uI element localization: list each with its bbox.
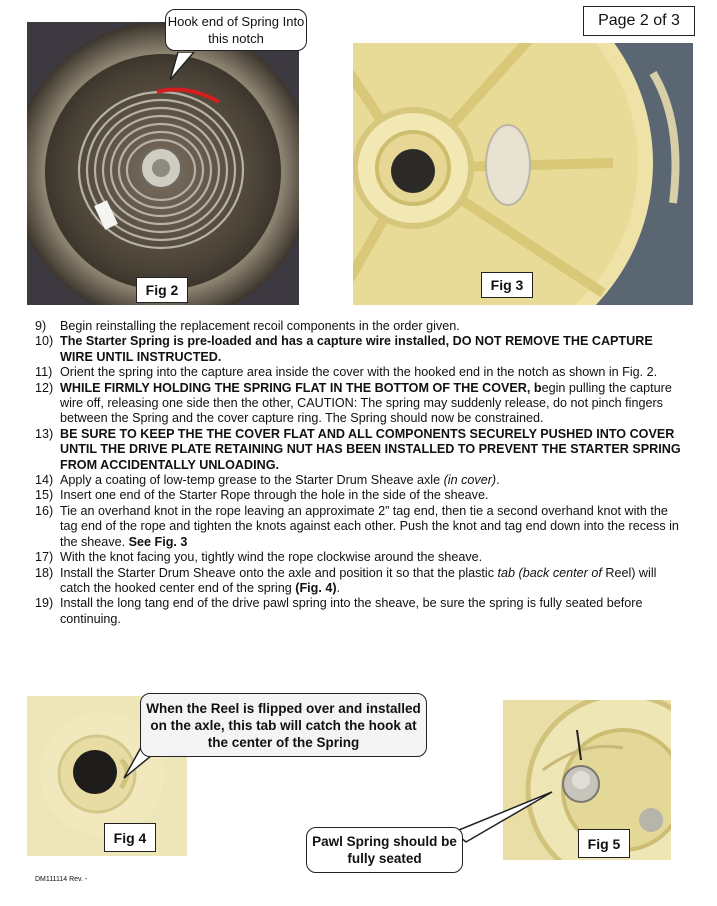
step-text-segment: Tie an overhand knot in the rope leaving an approximate 2” tag end, then tie a second overhand knot with the tag end of the rope and tighten the knots against each other. Push the knot and tag end down into the recess in the sheave.: [60, 503, 679, 549]
step-text: [60, 365, 685, 380]
step-number: 13): [35, 426, 54, 441]
step-number: 15): [35, 488, 54, 503]
step-text-segment: Begin reinstalling the replacement recoil components in the order given.: [60, 319, 460, 333]
step-text: [60, 319, 685, 334]
step-text-segment: With the knot facing you, tightly wind the rope clockwise around the sheave.: [60, 550, 483, 565]
instruction-step: [35, 488, 685, 503]
fig3-image: [353, 43, 693, 305]
instruction-step: [35, 566, 685, 597]
step-text-segment: See Fig. 3: [128, 534, 188, 549]
step-text: [60, 596, 685, 627]
step-number: 12): [35, 380, 54, 395]
fig4-label: Fig 4: [104, 823, 156, 852]
instruction-step: [35, 473, 685, 488]
fig3-photo: [353, 43, 693, 305]
step-text: [60, 473, 685, 488]
step-text-segment: Install the long tang end of the drive pawl spring into the sheave, be sure the spring is fully seated before continuing.: [60, 596, 643, 626]
page-number: Page 2 of 3: [583, 6, 695, 36]
step-text-segment: The Starter Spring is pre-loaded and has a capture wire installed, DO NOT REMOVE THE CAPTURE WIRE UNTIL INSTRUCTED.: [60, 334, 653, 364]
step-number: 18): [35, 565, 54, 580]
fig5-label: Fig 5: [578, 829, 630, 858]
step-text-segment: BE SURE TO KEEP THE THE COVER FLAT AND ALL COMPONENTS SECURELY PUSHED INTO COVER UNTIL THE DRIVE PLATE RETAINING NUT HAS BEEN INSTALLED TO PREVENT THE STARTER SPRING FROM ACCIDENTALLY UNLOADING.: [60, 426, 681, 472]
fig2-callout-pointer: [160, 52, 220, 82]
step-text-segment: Apply a coating of low-temp grease to the Starter Drum Sheave axle: [60, 473, 444, 488]
step-text-segment: Orient the spring into the capture area inside the cover with the hooked end in the notch as shown in Fig. 2.: [60, 365, 658, 380]
fig5-callout-pointer: [448, 790, 558, 850]
step-text-segment: WHILE FIRMLY HOLDING THE SPRING FLAT IN THE BOTTOM OF THE COVER, b: [60, 380, 542, 395]
step-text-segment: egin pulling the capture wire off, releasing one side then the other, CAUTION: The spring may suddenly release, do not pinch fingers between the Spring and the cover capture ring. The Spring should now be constrained.: [60, 380, 672, 426]
step-text-segment: Reel) will catch the hooked center end of the spring: [60, 565, 657, 595]
step-number: 17): [35, 550, 54, 565]
instruction-step: [35, 334, 685, 365]
step-number: 19): [35, 596, 54, 611]
step-number: 10): [35, 334, 54, 349]
instruction-step: [35, 319, 685, 334]
step-text: [60, 427, 685, 473]
fig3-label: Fig 3: [481, 272, 533, 298]
instruction-steps: [35, 319, 685, 627]
step-text: [60, 334, 685, 365]
instruction-step: [35, 381, 685, 427]
fig5-callout: Pawl Spring should be fully seated: [306, 827, 463, 873]
step-number: 9): [35, 319, 47, 333]
instruction-step: [35, 365, 685, 380]
step-text: [60, 488, 685, 503]
step-text: [60, 566, 685, 597]
fig4-callout: When the Reel is flipped over and installed on the axle, this tab will catch the hook at the center of the Spring: [140, 693, 427, 757]
step-text-segment: Install the Starter Drum Sheave onto the axle and position it so that the plastic: [60, 565, 498, 580]
step-text: [60, 381, 685, 427]
step-text: [60, 504, 685, 550]
step-text-segment: .: [496, 473, 500, 488]
fig2-label: Fig 2: [136, 277, 188, 303]
step-text-segment: (Fig. 4): [295, 580, 337, 595]
step-text-segment: Insert one end of the Starter Rope through the hole in the side of the sheave.: [60, 488, 489, 503]
step-text-segment: tab (back center of: [497, 565, 602, 580]
instruction-step: [35, 596, 685, 627]
step-number: 14): [35, 473, 54, 488]
instruction-step: [35, 504, 685, 550]
step-number: 16): [35, 503, 54, 518]
fig2-callout: Hook end of Spring Into this notch: [165, 9, 307, 51]
document-id: DM111114 Rev. -: [35, 876, 88, 883]
instruction-step: [35, 427, 685, 473]
step-number: 11): [35, 365, 53, 380]
instruction-step: [35, 550, 685, 565]
step-text-segment: (in cover): [443, 473, 497, 488]
step-text: [60, 550, 685, 565]
step-text-segment: .: [336, 580, 341, 595]
